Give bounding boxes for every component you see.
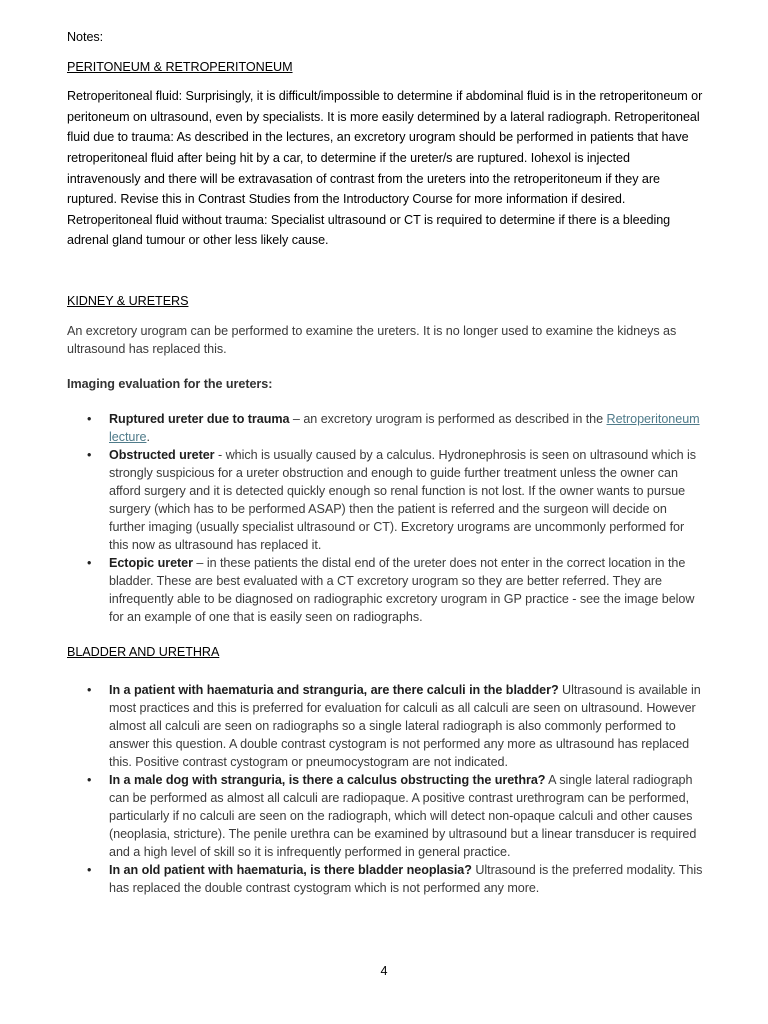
list-item bbox=[67, 446, 703, 554]
item-text: Ultrasound is the preferred modality. This has replaced the double contrast cystogram which is not performed any more. bbox=[109, 862, 703, 895]
item-title: Ruptured ureter due to trauma bbox=[109, 412, 290, 427]
item-title: In a male dog with stranguria, is there a calculus obstructing the urethra? bbox=[109, 772, 546, 787]
imaging-title: Imaging evaluation for the ureters: bbox=[67, 376, 273, 391]
page-number: 4 bbox=[380, 964, 388, 978]
peritoneum-paragraph: Retroperitoneal fluid: Surprisingly, it is difficult/impossible to determine if abdominal fluid is in the retroperitoneum or peritoneum on ultrasound, even by specialists. It is more easily determined by a lateral radiograph. Retroperitoneal fluid due to trauma: As described in the lectures, an excretory urogram should be performed in patients that have retroperitoneal fluid after being hit by a car, to determine if the ureter/s are ruptured. Iohexol is injected intravenously and there will be extravasation of contrast from the ureters into the retroperitoneum if they are ruptured. Revise this in Contrast Studies from the Introductory Course for more information if desired. Retroperitoneal fluid without trauma: Specialist ultrasound or CT is required to determine if there is a bleeding adrenal gland tumour or other less likely cause. bbox=[67, 89, 703, 248]
list-item bbox=[67, 410, 703, 446]
kidney-heading: KIDNEY & URETERS bbox=[67, 293, 189, 308]
item-title: In an old patient with haematuria, is there bladder neoplasia? bbox=[109, 862, 472, 877]
list-item bbox=[67, 554, 703, 626]
item-text: - which is usually caused by a calculus. Hydronephrosis is seen on ultrasound which is strongly suspicious for a ureter obstruction and enough to guide further treatment unless the owner can afford surgery and it is detected quickly enough so renal function is not lost. If the owner wants to pursue surgery (which has to be performed ASAP) then the patient is referred and the surgeon will decide on further imaging (usually specialist ultrasound or CT). Excretory urograms are uncommonly performed for this now as ultrasound has replaced it. bbox=[109, 448, 696, 553]
ureter-list bbox=[67, 410, 703, 626]
notes-label: Notes: bbox=[67, 30, 104, 44]
bullet-icon: • bbox=[87, 556, 92, 571]
page-content bbox=[67, 27, 703, 897]
bullet-icon: • bbox=[87, 772, 92, 787]
item-text: – in these patients the distal end of the ureter does not enter in the correct location in the bladder. These are best evaluated with a CT excretory urogram so they are better referred. They are infrequently able to be diagnosed on radiographic excretory urogram in GP practice - see the image below for an example of one that is easily seen on radiographs. bbox=[109, 556, 695, 625]
item-title: Ectopic ureter bbox=[109, 556, 193, 571]
item-title: Obstructed ureter bbox=[109, 448, 215, 463]
bladder-list bbox=[67, 681, 703, 897]
bullet-icon: • bbox=[87, 448, 92, 463]
bullet-icon: • bbox=[87, 412, 92, 427]
bullet-icon: • bbox=[87, 682, 92, 697]
peritoneum-heading: PERITONEUM & RETROPERITONEUM bbox=[67, 59, 293, 74]
list-item bbox=[67, 681, 703, 771]
item-text-end: . bbox=[146, 430, 150, 445]
bullet-icon: • bbox=[87, 862, 92, 877]
item-title: In a patient with haematuria and stranguria, are there calculi in the bladder? bbox=[109, 682, 559, 697]
retroperitoneum-lecture-link[interactable]: Retroperitoneum lecture bbox=[109, 412, 700, 445]
item-text: Ultrasound is available in most practices and this is preferred for evaluation for calculi as all calculi are seen on ultrasound. However almost all calculi are seen on radiographs so a single lateral radiograph is also commonly performed to answer this question. A double contrast cystogram is not performed any more as ultrasound has replaced this. Positive contrast cystogram or pneumocystogram are not indicated. bbox=[109, 682, 701, 769]
bladder-heading: BLADDER AND URETHRA bbox=[67, 645, 220, 660]
list-item bbox=[67, 771, 703, 861]
item-text: – an excretory urogram is performed as described in the bbox=[289, 412, 607, 427]
list-item bbox=[67, 861, 703, 897]
kidney-intro: An excretory urogram can be performed to examine the ureters. It is no longer used to examine the kidneys as ultrasound has replaced this. bbox=[67, 323, 677, 356]
item-text: A single lateral radiograph can be performed as almost all calculi are radiopaque. A positive contrast urethrogram can be performed, particularly if no calculi are seen on the radiograph, which will detect non-opaque calculi and other causes (neoplasia, stricture). The penile urethra can be examined by ultrasound but a linear transducer is required and a high level of skill so it is infrequently performed in general practice. bbox=[109, 772, 697, 859]
